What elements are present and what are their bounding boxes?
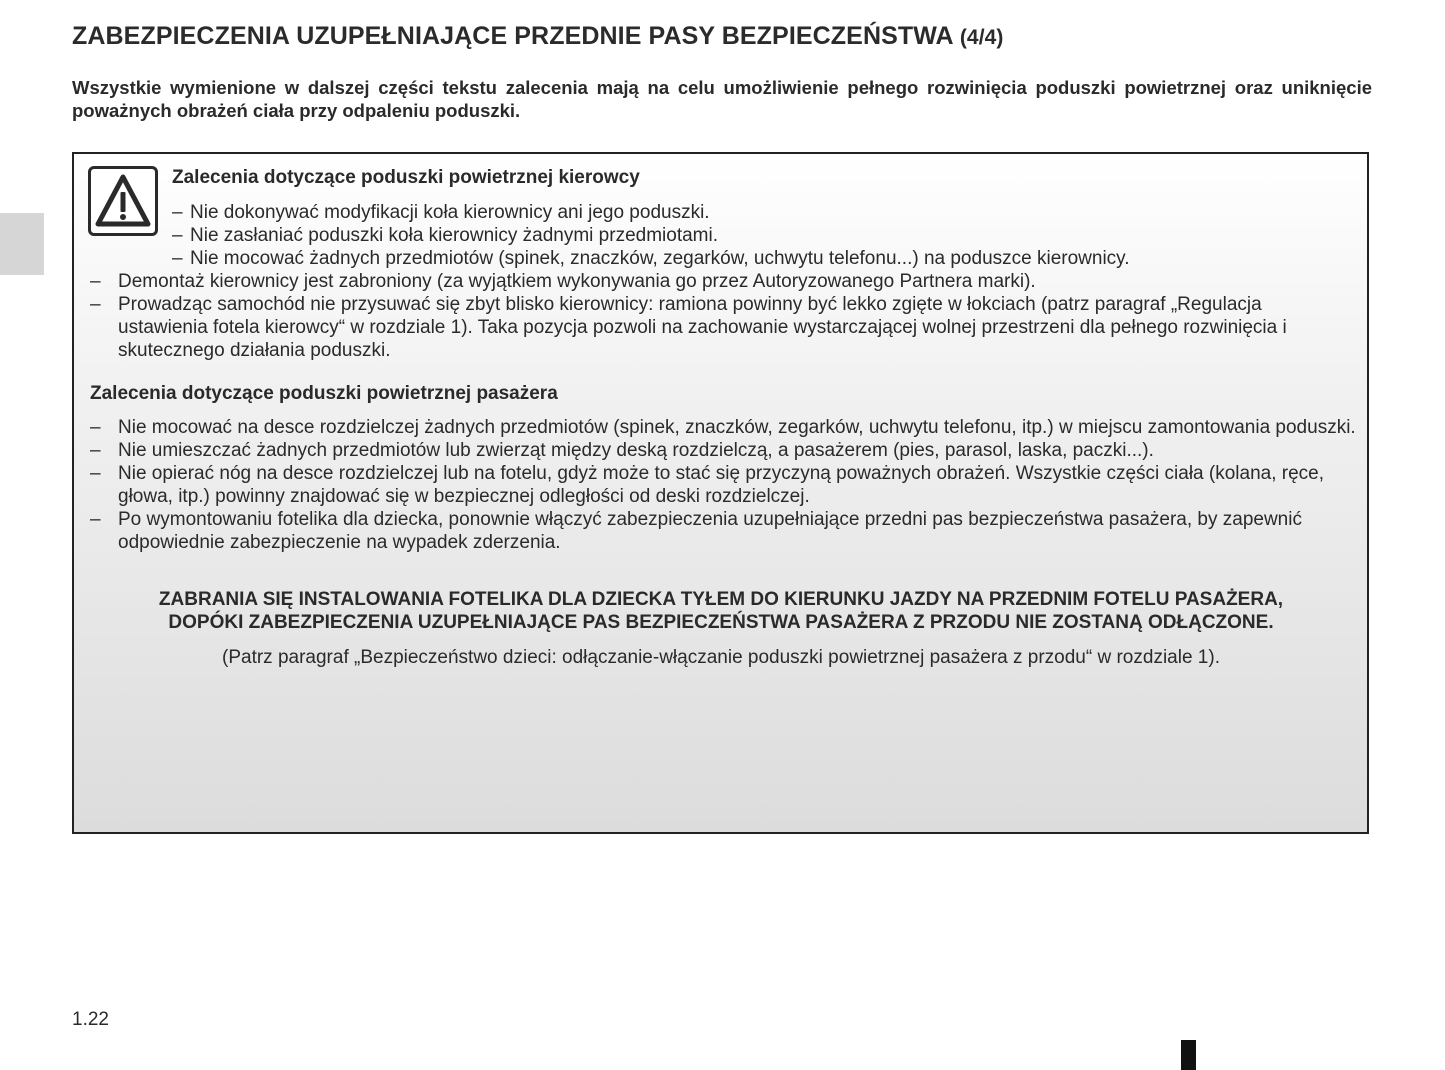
passenger-section-heading: Zalecenia dotyczące poduszki powietrznej pasażera [90, 383, 558, 404]
page-title [72, 22, 1004, 51]
warning-box [72, 152, 1369, 834]
list-item: – Demontaż kierownicy jest zabroniony (za wyjątkiem wykonywania go przez Autoryzowanego Partnera marki). [90, 271, 1036, 292]
driver-list [90, 270, 1356, 362]
list-item: – Nie umieszczać żadnych przedmiotów lub zwierząt między deską rozdzielczą, a pasażerem (pies, parasol, laska, paczki...). [90, 440, 1154, 461]
chapter-tab [0, 213, 44, 275]
page-title-part: (4/4) [959, 26, 1004, 49]
list-item: – Nie dokonywać modyfikacji koła kierownicy ani jego poduszki. [172, 202, 710, 223]
list-item: – Nie mocować żadnych przedmiotów (spinek, znaczków, zegarków, uchwytu telefonu...) na poduszce kierownicy. [172, 248, 1130, 269]
child-seat-prohibition: ZABRANIA SIĘ INSTALOWANIA FOTELIKA DLA DZIECKA TYŁEM DO KIERUNKU JAZDY NA PRZEDNIM FOTELU PASAŻERA, DOPÓKI ZABEZPIECZENIA UZUPEŁNIAJĄCE PAS BEZPIECZEŃSTWA PASAŻERA Z PRZODU NIE ZOSTANĄ ODŁĄCZONE. [158, 589, 1284, 633]
list-item: – Po wymontowaniu fotelika dla dziecka, ponownie włączyć zabezpieczenia uzupełniające przedni pas bezpieczeństwa pasażera, by zapewnić odpowiednie zabezpieczenie na wypadek zderzenia. [90, 509, 1302, 553]
intro-paragraph: Wszystkie wymienione w dalszej części tekstu zalecenia mają na celu umożliwienie pełnego rozwinięcia poduszki powietrznej oraz uniknięcie poważnych obrażeń ciała przy odpaleniu poduszki. [72, 77, 1372, 121]
page-number: 1.22 [72, 1009, 109, 1030]
page-edge-marker [1181, 1040, 1196, 1070]
list-item: – Prowadząc samochód nie przysuwać się zbyt blisko kierownicy: ramiona powinny być lekko zgięte w łokciach (patrz paragraf „Regulacja ustawienia fotela kierowcy“ w rozdziale 1). Taka pozycja pozwoli na zachowanie wystarczającej wolnej przestrzeni dla pełnego rozwinięcia i skutecznego działania poduszki. [90, 294, 1287, 361]
list-item: – Nie opierać nóg na desce rozdzielczej lub na fotelu, gdyż może to stać się przyczyną poważnych obrażeń. Wszystkie części ciała (kolana, ręce, głowa, itp.) powinny znajdować się w bezpiecznej odległości od deski rozdzielczej. [90, 463, 1325, 507]
list-item: – Nie zasłaniać poduszki koła kierownicy żadnymi przedmiotami. [172, 225, 718, 246]
driver-section-heading: Zalecenia dotyczące poduszki powietrznej kierowcy [172, 167, 640, 188]
page-title-main: ZABEZPIECZENIA UZUPEŁNIAJĄCE PRZEDNIE PASY BEZPIECZEŃSTWA [72, 22, 953, 50]
warning-triangle-icon [88, 166, 158, 236]
passenger-list [90, 416, 1356, 554]
chapter-reference: (Patrz paragraf „Bezpieczeństwo dzieci: odłączanie-włączanie poduszki powietrznej pasażera z przodu“ w rozdziale 1). [222, 647, 1220, 668]
driver-inner-list [172, 201, 1352, 270]
list-item: – Nie mocować na desce rozdzielczej żadnych przedmiotów (spinek, znaczków, zegarków, uchwytu telefonu, itp.) w miejscu zamontowania poduszki. [90, 417, 1356, 438]
